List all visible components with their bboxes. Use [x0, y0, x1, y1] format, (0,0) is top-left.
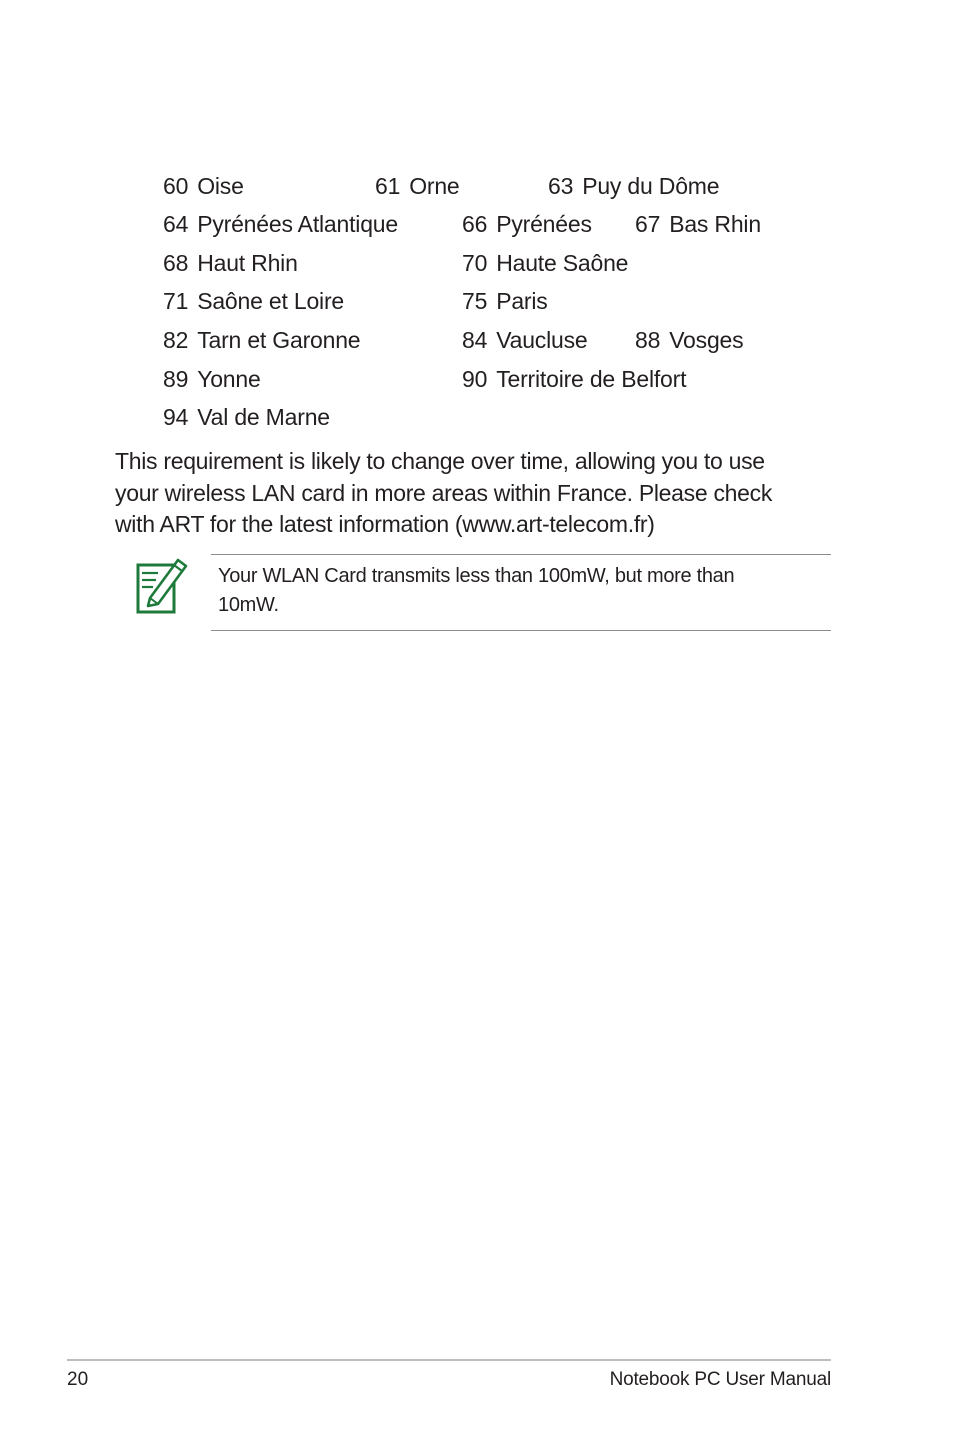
department-name: Pyrénées — [496, 211, 592, 237]
requirement-paragraph — [115, 446, 835, 541]
department-item — [163, 210, 398, 238]
paragraph-line: your wireless LAN card in more areas within France. Please check — [115, 479, 773, 506]
department-name: Territoire de Belfort — [496, 366, 687, 392]
department-number: 90 — [462, 366, 488, 392]
note-line: Your WLAN Card transmits less than 100mW, but more than — [218, 565, 735, 587]
department-name: Haute Saône — [496, 250, 629, 276]
department-name: Pyrénées Atlantique — [197, 211, 398, 237]
department-name: Bas Rhin — [669, 211, 761, 237]
department-number: 89 — [163, 366, 189, 392]
manual-title: Notebook PC User Manual — [609, 1369, 831, 1390]
department-number: 88 — [635, 327, 661, 353]
department-item — [375, 172, 460, 200]
department-item — [163, 287, 344, 315]
note-bottom-rule — [211, 630, 831, 631]
note-line: 10mW. — [218, 594, 279, 616]
department-item — [462, 287, 548, 315]
department-name: Paris — [496, 288, 548, 314]
department-item — [163, 326, 360, 354]
department-item — [548, 172, 719, 200]
department-number: 68 — [163, 250, 189, 276]
department-item — [462, 210, 592, 238]
department-name: Yonne — [197, 366, 261, 392]
department-name: Orne — [409, 173, 460, 199]
paragraph-line: with ART for the latest information (www.art-telecom.fr) — [115, 511, 655, 537]
department-name: Vaucluse — [496, 327, 588, 353]
department-number: 75 — [462, 288, 488, 314]
department-name: Vosges — [669, 327, 744, 353]
department-name: Oise — [197, 173, 244, 199]
department-item — [163, 249, 298, 277]
paragraph-line: This requirement is likely to change over time, allowing you to use — [115, 448, 765, 474]
department-item — [163, 172, 244, 200]
department-number: 70 — [462, 250, 488, 276]
page-number: 20 — [67, 1369, 89, 1390]
department-item — [462, 365, 686, 393]
footer-divider — [67, 1359, 831, 1361]
department-name: Val de Marne — [197, 404, 330, 430]
department-number: 71 — [163, 288, 189, 314]
department-number: 82 — [163, 327, 189, 353]
department-name: Tarn et Garonne — [197, 327, 361, 353]
department-number: 60 — [163, 173, 189, 199]
department-number: 64 — [163, 211, 189, 237]
note-pencil-icon — [134, 556, 188, 616]
department-name: Saône et Loire — [197, 288, 344, 314]
department-number: 94 — [163, 404, 189, 430]
department-number: 84 — [462, 327, 488, 353]
department-name: Puy du Dôme — [582, 173, 720, 199]
department-number: 66 — [462, 211, 488, 237]
department-number: 67 — [635, 211, 661, 237]
department-item — [462, 326, 588, 354]
department-item — [163, 403, 330, 431]
department-item — [635, 326, 743, 354]
note-top-rule — [211, 554, 831, 555]
department-item — [635, 210, 761, 238]
department-name: Haut Rhin — [197, 250, 298, 276]
department-number: 63 — [548, 173, 574, 199]
note-text — [218, 562, 828, 620]
department-item — [462, 249, 628, 277]
department-item — [163, 365, 261, 393]
department-number: 61 — [375, 173, 401, 199]
